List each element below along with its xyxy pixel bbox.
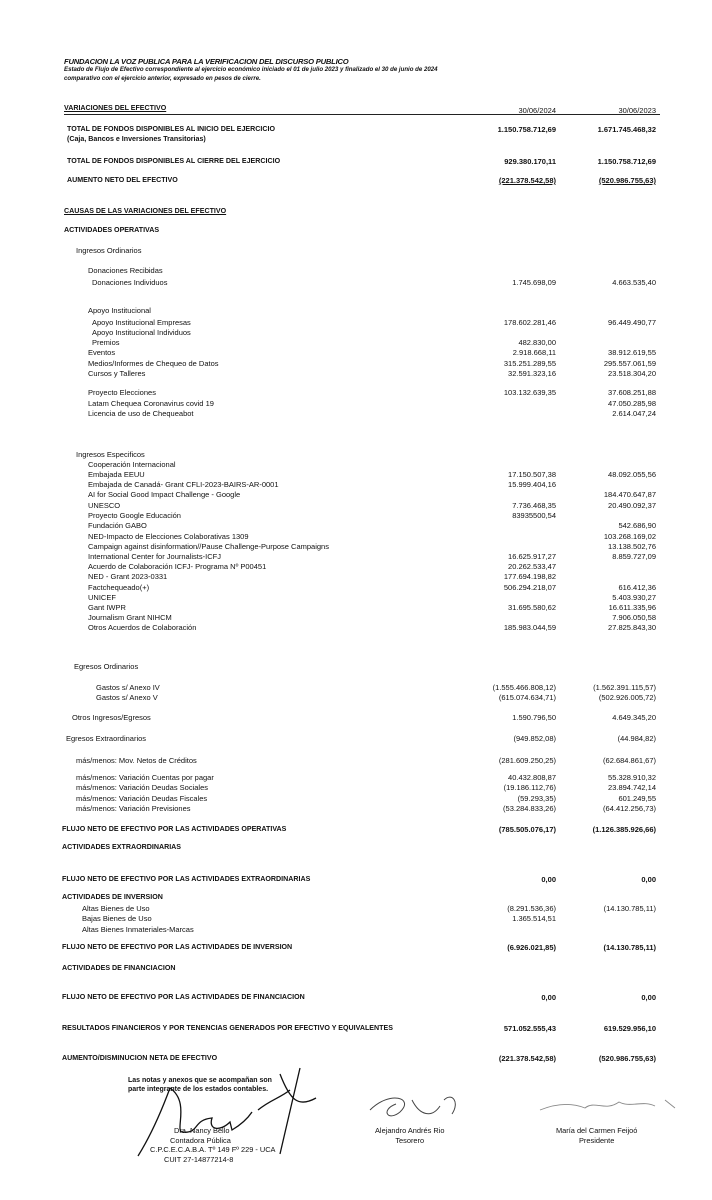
value-2023: 27.825.843,30 bbox=[608, 623, 656, 632]
row-label: Factchequeado(+) bbox=[88, 583, 150, 592]
value-2024: (59.293,35) bbox=[517, 794, 556, 803]
table-row bbox=[0, 734, 712, 745]
row-label: TOTAL DE FONDOS DISPONIBLES AL INICIO DEL EJERCICIO bbox=[67, 125, 275, 133]
value-2024: 17.150.507,38 bbox=[508, 470, 556, 479]
value-2023: 295.557.061,59 bbox=[603, 359, 656, 368]
notes-line1: Las notas y anexos que se acompañan son bbox=[128, 1077, 272, 1084]
value-2023: 0,00 bbox=[641, 993, 656, 1002]
value-2024: 1.365.514,51 bbox=[512, 914, 556, 923]
table-row bbox=[0, 409, 712, 420]
table-row bbox=[0, 756, 712, 767]
value-2023: (62.684.861,67) bbox=[603, 756, 656, 765]
table-row bbox=[0, 964, 712, 975]
value-2023: 38.912.619,55 bbox=[608, 348, 656, 357]
accountant-role: Contadora Pública bbox=[170, 1135, 231, 1145]
value-2024: 0,00 bbox=[541, 993, 556, 1002]
value-2023: 37.608.251,88 bbox=[608, 388, 656, 397]
value-2024: 929.380.170,11 bbox=[504, 157, 556, 166]
row-label: ACTIVIDADES OPERATIVAS bbox=[64, 226, 160, 234]
table-row bbox=[0, 521, 712, 532]
row-label: UNESCO bbox=[88, 501, 121, 510]
value-2024: 7.736.468,35 bbox=[512, 501, 556, 510]
value-2023: (520.986.755,63) bbox=[598, 176, 656, 185]
row-label: Licencia de uso de Chequeabot bbox=[88, 409, 194, 418]
president-signature-block bbox=[556, 1126, 637, 1145]
value-2024: 506.294.218,07 bbox=[503, 583, 556, 592]
row-label: más/menos: Variación Deudas Fiscales bbox=[76, 794, 208, 803]
value-2023: 96.449.490,77 bbox=[608, 318, 656, 327]
value-2024: 103.132.639,35 bbox=[503, 388, 556, 397]
row-label: Apoyo Institucional Individuos bbox=[92, 328, 191, 337]
value-2024: 482.830,00 bbox=[518, 338, 556, 347]
column-header-2024: 30/06/2024 bbox=[518, 106, 556, 115]
value-2024: (6.926.021,85) bbox=[507, 943, 556, 952]
value-2024: 83935500,54 bbox=[512, 511, 556, 520]
table-row bbox=[0, 893, 712, 904]
accountant-name: Dra. Nancy Bello bbox=[174, 1126, 230, 1135]
row-label: Journalism Grant NIHCM bbox=[88, 613, 172, 622]
value-2023: 16.611.335,96 bbox=[608, 603, 656, 612]
value-2023: (502.926.005,72) bbox=[598, 693, 656, 702]
row-label: Egresos Ordinarios bbox=[74, 662, 139, 671]
value-2024: (53.284.833,26) bbox=[503, 804, 556, 813]
value-2023: 619.529.956,10 bbox=[603, 1024, 656, 1033]
value-2023: 1.150.758.712,69 bbox=[597, 157, 656, 166]
value-2023: 1.671.745.468,32 bbox=[597, 125, 656, 134]
table-row bbox=[0, 783, 712, 794]
document-subtitle-line2: comparativo con el ejercicio anterior, expresado en pesos de cierre. bbox=[64, 75, 261, 82]
value-2023: 48.092.055,56 bbox=[608, 470, 656, 479]
row-label: Premios bbox=[92, 338, 120, 347]
row-label: Acuerdo de Colaboración ICFJ- Programa Nº P00451 bbox=[88, 562, 267, 571]
notes-line2: parte integrante de los estados contables. bbox=[128, 1086, 269, 1093]
value-2024: (8.291.536,36) bbox=[507, 904, 556, 913]
value-2023: 55.328.910,32 bbox=[608, 773, 656, 782]
document-title: FUNDACION LA VOZ PUBLICA PARA LA VERIFICACION DEL DISCURSO PUBLICO bbox=[64, 57, 349, 66]
value-2023: 23.894.742,14 bbox=[608, 783, 656, 792]
row-label: Ingresos Especificos bbox=[76, 450, 145, 459]
value-2023: 8.859.727,09 bbox=[612, 552, 656, 561]
row-label: Ingresos Ordinarios bbox=[76, 246, 142, 255]
row-label: FLUJO NETO DE EFECTIVO POR LAS ACTIVIDADES EXTRAORDINARIAS bbox=[62, 875, 311, 883]
table-row bbox=[0, 369, 712, 380]
value-2023: 616.412,36 bbox=[618, 583, 656, 592]
row-label: más/menos: Mov. Netos de Créditos bbox=[76, 756, 197, 765]
row-label: Altas Bienes de Uso bbox=[82, 904, 150, 913]
value-2023: 601.249,55 bbox=[618, 794, 656, 803]
value-2024: (221.378.542,58) bbox=[498, 176, 556, 185]
value-2024: 315.251.289,55 bbox=[503, 359, 556, 368]
value-2024: 178.602.281,46 bbox=[503, 318, 556, 327]
row-label: AUMENTO/DISMINUCION NETA DE EFECTIVO bbox=[62, 1054, 218, 1062]
row-label: Apoyo Institucional bbox=[88, 306, 151, 315]
table-row bbox=[0, 1024, 712, 1035]
table-row bbox=[0, 176, 712, 187]
value-2024: (785.505.076,17) bbox=[498, 825, 556, 834]
row-label: más/menos: Variación Cuentas por pagar bbox=[76, 773, 214, 782]
president-signature-mark bbox=[535, 1090, 685, 1120]
row-label: Donaciones Recibidas bbox=[88, 266, 163, 275]
row-label: Embajada EEUU bbox=[88, 470, 145, 479]
value-2024: (221.378.542,58) bbox=[498, 1054, 556, 1063]
value-2023: (64.412.256,73) bbox=[603, 804, 656, 813]
row-label: Donaciones Individuos bbox=[92, 278, 168, 287]
table-row bbox=[0, 943, 712, 954]
row-label: Eventos bbox=[88, 348, 116, 357]
value-2023: 184.470.647,87 bbox=[603, 490, 656, 499]
row-label: Altas Bienes Inmateriales-Marcas bbox=[82, 925, 194, 934]
row-label: RESULTADOS FINANCIEROS Y POR TENENCIAS GENERADOS POR EFECTIVO Y EQUIVALENTES bbox=[62, 1024, 393, 1032]
table-row bbox=[0, 226, 712, 237]
row-label: Proyecto Google Educación bbox=[88, 511, 181, 520]
row-label: Otros Acuerdos de Colaboración bbox=[88, 623, 197, 632]
value-2023: (1.562.391.115,57) bbox=[593, 683, 656, 692]
column-header-2023: 30/06/2023 bbox=[618, 106, 656, 115]
table-row bbox=[0, 246, 712, 257]
value-2023: 23.518.304,20 bbox=[608, 369, 656, 378]
table-row bbox=[0, 993, 712, 1004]
value-2023: 7.906.050,58 bbox=[612, 613, 656, 622]
row-label: NED - Grant 2023-0331 bbox=[88, 572, 168, 581]
row-label: Egresos Extraordinarios bbox=[66, 734, 147, 743]
row-label: Fundación GABO bbox=[88, 521, 147, 530]
row-label: Bajas Bienes de Uso bbox=[82, 914, 152, 923]
row-label: Gastos s/ Anexo V bbox=[96, 693, 158, 702]
row-label: International Center for Journalists-ICFJ bbox=[88, 552, 221, 561]
table-row bbox=[0, 1054, 712, 1065]
value-2024: 0,00 bbox=[541, 875, 556, 884]
row-label: NED-Impacto de Elecciones Colaborativas 1309 bbox=[88, 532, 249, 541]
row-label: Cooperación Internacional bbox=[88, 460, 176, 469]
value-2024: 1.150.758.712,69 bbox=[497, 125, 556, 134]
row-label: TOTAL DE FONDOS DISPONIBLES AL CIERRE DEL EJERCICIO bbox=[67, 157, 281, 165]
value-2024: 20.262.533,47 bbox=[508, 562, 556, 571]
header-rule bbox=[64, 114, 660, 115]
president-role: Presidente bbox=[579, 1135, 615, 1145]
table-row bbox=[0, 843, 712, 854]
value-2024: 571.052.555,43 bbox=[503, 1024, 556, 1033]
row-label: Latam Chequea Coronavirus covid 19 bbox=[88, 399, 214, 408]
row-label: (Caja, Bancos e Inversiones Transitorias) bbox=[67, 135, 206, 143]
row-label: FLUJO NETO DE EFECTIVO POR LAS ACTIVIDADES DE FINANCIACION bbox=[62, 993, 305, 1001]
table-row bbox=[0, 266, 712, 277]
value-2023: 47.050.285,98 bbox=[608, 399, 656, 408]
value-2023: 103.268.169,02 bbox=[603, 532, 656, 541]
treasurer-name: Alejandro Andrés Rio bbox=[375, 1126, 445, 1135]
row-label: FLUJO NETO DE EFECTIVO POR LAS ACTIVIDADES OPERATIVAS bbox=[62, 825, 287, 833]
value-2024: 1.745.698,09 bbox=[512, 278, 556, 287]
row-label: ACTIVIDADES DE FINANCIACION bbox=[62, 964, 176, 972]
row-label: ACTIVIDADES DE INVERSION bbox=[62, 893, 163, 901]
row-label: FLUJO NETO DE EFECTIVO POR LAS ACTIVIDADES DE INVERSION bbox=[62, 943, 293, 951]
value-2024: (949.852,08) bbox=[513, 734, 556, 743]
row-label: UNICEF bbox=[88, 593, 116, 602]
section-heading: VARIACIONES DEL EFECTIVO bbox=[64, 104, 167, 112]
value-2024: 40.432.808,87 bbox=[508, 773, 556, 782]
table-row bbox=[0, 875, 712, 886]
table-row bbox=[0, 623, 712, 634]
treasurer-role: Tesorero bbox=[395, 1135, 425, 1145]
row-label: más/menos: Variación Deudas Sociales bbox=[76, 783, 209, 792]
table-row bbox=[0, 157, 712, 168]
row-label: AUMENTO NETO DEL EFECTIVO bbox=[67, 176, 178, 184]
president-name: María del Carmen Feijoó bbox=[556, 1126, 638, 1135]
row-label: CAUSAS DE LAS VARIACIONES DEL EFECTIVO bbox=[64, 207, 227, 215]
row-label: AI for Social Good Impact Challenge - Google bbox=[88, 490, 241, 499]
value-2024: 2.918.668,11 bbox=[512, 348, 556, 357]
value-2023: 4.663.535,40 bbox=[612, 278, 656, 287]
row-label: Medios/Informes de Chequeo de Datos bbox=[88, 359, 219, 368]
treasurer-signature-block bbox=[375, 1126, 444, 1145]
table-row bbox=[0, 135, 712, 146]
row-label: más/menos: Variación Previsiones bbox=[76, 804, 191, 813]
table-row bbox=[0, 490, 712, 501]
table-row bbox=[0, 914, 712, 925]
table-row bbox=[0, 388, 712, 399]
accountant-cuit: CUIT 27-14877214-8 bbox=[164, 1154, 234, 1164]
value-2024: (19.186.112,76) bbox=[503, 783, 556, 792]
accountant-signature-block bbox=[150, 1126, 275, 1164]
table-row bbox=[0, 804, 712, 815]
table-row bbox=[0, 306, 712, 317]
table-row bbox=[0, 713, 712, 724]
value-2024: (281.609.250,25) bbox=[498, 756, 556, 765]
value-2024: 32.591.323,16 bbox=[508, 369, 556, 378]
row-label: Cursos y Talleres bbox=[88, 369, 146, 378]
table-row bbox=[0, 278, 712, 289]
value-2023: (44.984,82) bbox=[617, 734, 656, 743]
table-row bbox=[0, 662, 712, 673]
value-2023: (14.130.785,11) bbox=[603, 904, 656, 913]
value-2023: 4.649.345,20 bbox=[612, 713, 656, 722]
value-2023: 5.403.930,27 bbox=[612, 593, 656, 602]
value-2024: 31.695.580,62 bbox=[508, 603, 556, 612]
row-label: Gant IWPR bbox=[88, 603, 126, 612]
value-2023: 0,00 bbox=[641, 875, 656, 884]
row-label: Embajada de Canadá- Grant CFLI-2023-BAIRS-AR-0001 bbox=[88, 480, 279, 489]
table-row bbox=[0, 207, 712, 218]
row-label: Campaign against disinformation//Pause Challenge-Purpose Campaigns bbox=[88, 542, 329, 551]
value-2023: 542.686,90 bbox=[618, 521, 656, 530]
value-2024: (1.555.466.808,12) bbox=[492, 683, 556, 692]
value-2024: 15.999.404,16 bbox=[508, 480, 556, 489]
table-row bbox=[0, 693, 712, 704]
value-2023: 2.614.047,24 bbox=[612, 409, 656, 418]
row-label: Otros Ingresos/Egresos bbox=[72, 713, 151, 722]
value-2024: 1.590.796,50 bbox=[512, 713, 556, 722]
value-2023: (14.130.785,11) bbox=[603, 943, 656, 952]
table-row bbox=[0, 348, 712, 359]
value-2023: 20.490.092,37 bbox=[608, 501, 656, 510]
value-2024: 185.983.044,59 bbox=[503, 623, 556, 632]
treasurer-signature-mark bbox=[360, 1080, 470, 1130]
table-row bbox=[0, 825, 712, 836]
row-label: Apoyo Institucional Empresas bbox=[92, 318, 191, 327]
value-2023: (1.126.385.926,66) bbox=[592, 825, 656, 834]
row-label: Gastos s/ Anexo IV bbox=[96, 683, 160, 692]
row-label: Proyecto Elecciones bbox=[88, 388, 156, 397]
row-label: ACTIVIDADES EXTRAORDINARIAS bbox=[62, 843, 182, 851]
value-2024: 177.694.198,82 bbox=[503, 572, 556, 581]
value-2024: (615.074.634,71) bbox=[498, 693, 556, 702]
value-2023: 13.138.502,76 bbox=[608, 542, 656, 551]
document-subtitle-line1: Estado de Flujo de Efectivo correspondiente al ejercicio económico iniciado el 01 de julio 2023 y finalizado el 30 de junio de 2024 bbox=[64, 66, 438, 73]
table-row bbox=[0, 572, 712, 583]
value-2024: 16.625.917,27 bbox=[508, 552, 556, 561]
accountant-registry: C.P.C.E.C.A.B.A. Tº 149 Fº 229 - UCA bbox=[150, 1145, 276, 1154]
table-row bbox=[0, 925, 712, 936]
value-2023: (520.986.755,63) bbox=[598, 1054, 656, 1063]
